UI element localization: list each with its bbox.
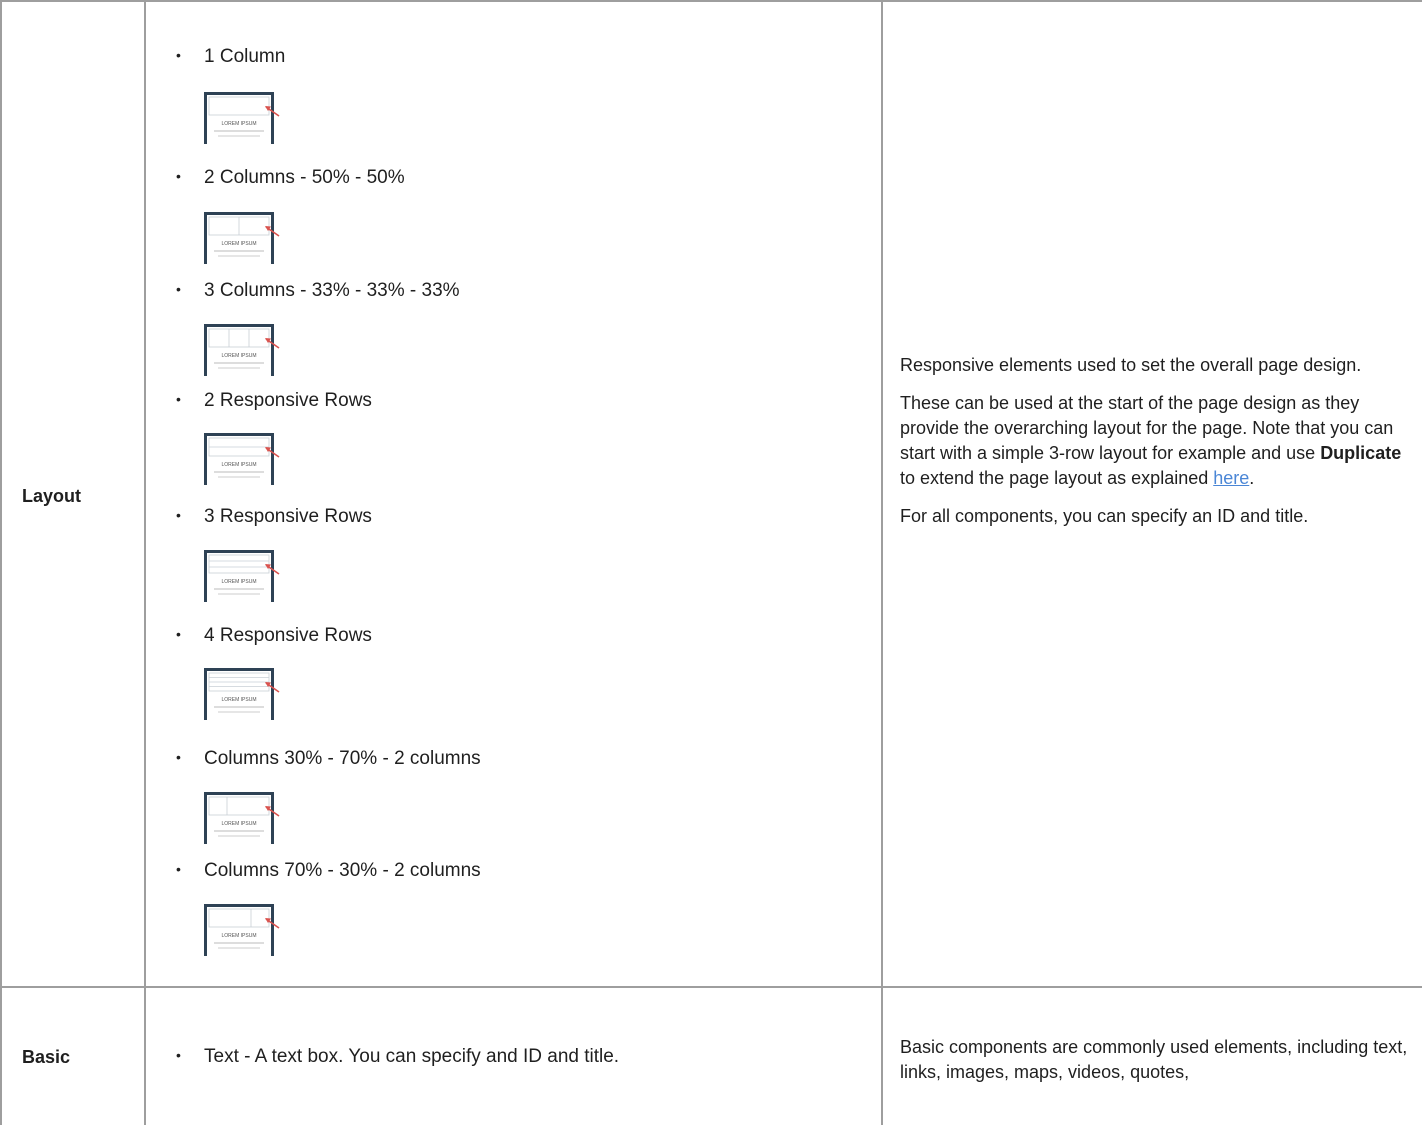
list-item-text: 1 Column — [204, 46, 286, 67]
thumbnail-frame — [204, 212, 274, 264]
thumbnail-frame — [204, 668, 274, 720]
row-label-layout: Layout — [22, 486, 82, 506]
layout-thumbnail — [204, 792, 280, 844]
table-column-divider — [881, 0, 883, 1125]
row-label-basic: Basic — [22, 1047, 71, 1067]
thumbnail-frame — [204, 550, 274, 602]
list-item: • 1 Column — [176, 46, 286, 67]
list-item: • Columns 30% - 70% - 2 columns — [176, 748, 481, 769]
table-border-top — [0, 0, 1422, 2]
layout-thumbnail — [204, 212, 280, 264]
thumbnail-caption: LOREM IPSUM — [221, 821, 257, 827]
table-column-divider — [144, 0, 146, 1125]
thumbnail-frame — [204, 904, 274, 956]
thumbnail-caption: LOREM IPSUM — [221, 697, 257, 703]
layout-thumbnail — [204, 92, 280, 144]
thumbnail-caption: LOREM IPSUM — [221, 933, 257, 939]
list-item: • 4 Responsive Rows — [176, 625, 372, 646]
here-link[interactable]: here — [1213, 468, 1250, 488]
thumbnail-caption: LOREM IPSUM — [221, 121, 257, 127]
description-paragraph: Responsive elements used to set the overall page design. — [900, 355, 1362, 375]
list-item-text: Text - A text box. You can specify and ID and title. — [204, 1046, 620, 1067]
list-item-text: Columns 30% - 70% - 2 columns — [204, 748, 481, 769]
layout-thumbnail — [204, 433, 280, 485]
list-item-text: 2 Columns - 50% - 50% — [204, 167, 405, 188]
description-paragraph: For all components, you can specify an ID and title. — [900, 506, 1309, 526]
description-paragraph: Basic components are commonly used elements, including text, links, images, maps, videos, quotes, — [900, 1037, 1408, 1082]
list-item: • Columns 70% - 30% - 2 columns — [176, 860, 481, 881]
list-item-text: 3 Responsive Rows — [204, 506, 372, 527]
thumbnail-frame — [204, 433, 274, 485]
layout-thumbnail — [204, 904, 280, 956]
row-description-basic — [900, 1035, 1410, 1085]
description-paragraph: These can be used at the start of the page design as they provide the overarching layout for the page. Note that you can start with a simple 3-row layout for example and use Duplicate to extend the page layout as explained here. — [900, 393, 1402, 488]
duplicate-keyword: Duplicate — [1320, 443, 1402, 463]
list-item: • 3 Responsive Rows — [176, 506, 372, 527]
thumbnail-caption: LOREM IPSUM — [221, 241, 257, 247]
thumbnail-frame — [204, 324, 274, 376]
list-item: • 2 Responsive Rows — [176, 390, 372, 411]
list-item: • Text - A text box. You can specify and ID and title. — [176, 1046, 620, 1067]
list-item-text: 3 Columns - 33% - 33% - 33% — [204, 280, 460, 301]
list-item-text: Columns 70% - 30% - 2 columns — [204, 860, 481, 881]
list-item: • 2 Columns - 50% - 50% — [176, 167, 405, 188]
thumbnail-caption: LOREM IPSUM — [221, 462, 257, 468]
list-item-text: 4 Responsive Rows — [204, 625, 372, 646]
thumbnail-frame — [204, 92, 274, 144]
thumbnail-caption: LOREM IPSUM — [221, 353, 257, 359]
thumbnail-frame — [204, 792, 274, 844]
table-row-divider — [0, 986, 1422, 988]
layout-thumbnail — [204, 550, 280, 602]
layout-thumbnail — [204, 324, 280, 376]
list-item-text: 2 Responsive Rows — [204, 390, 372, 411]
list-item: • 3 Columns - 33% - 33% - 33% — [176, 280, 460, 301]
table-border-left — [0, 0, 2, 1125]
layout-thumbnail — [204, 668, 280, 720]
thumbnail-caption: LOREM IPSUM — [221, 579, 257, 585]
row-description-layout — [900, 353, 1410, 529]
